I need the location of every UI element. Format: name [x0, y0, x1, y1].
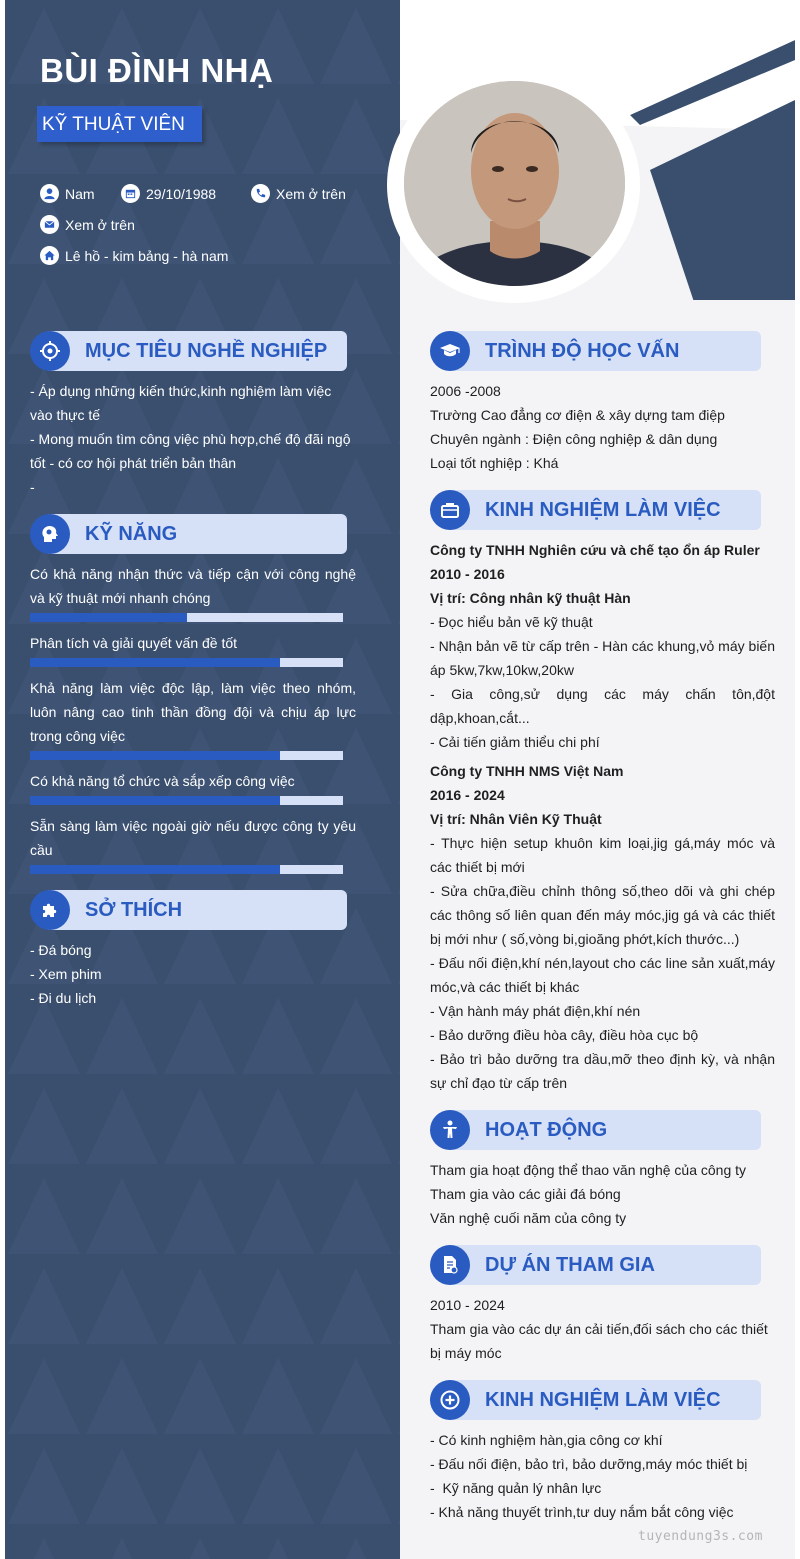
- job-duty: - Gia công,sử dụng các máy chấn tôn,đột dập,khoan,cắt...: [430, 686, 775, 726]
- calendar-icon: [121, 184, 140, 203]
- education-line: Trường Cao đẳng cơ điện & xây dựng tam điệp: [430, 407, 725, 423]
- project-line: 2010 - 2024: [430, 1297, 505, 1313]
- document-gear-icon: [430, 1245, 470, 1285]
- activity-line: Văn nghệ cuối năm của công ty: [430, 1210, 627, 1226]
- job-duty: - Vận hành máy phát điện,khí nén: [430, 1003, 641, 1019]
- projects-title: DỰ ÁN THAM GIA: [485, 1254, 655, 1276]
- hobbies-title: SỞ THÍCH: [85, 899, 183, 921]
- objective-line: - Mong muốn tìm công việc phù hợp,chế độ đãi ngộ tốt - có cơ hội phát triển bản thân: [30, 431, 351, 471]
- job-duty: - Sửa chữa,điều chỉnh thông số,theo dõi và ghi chép các thông số liên quan đến máy móc,jig gá và các thiết bị mới như ( số,vòng bi,gioăng phớt,kích thước...): [430, 883, 775, 947]
- skill-bar-fill: [30, 865, 280, 874]
- skill-bar-fill: [30, 613, 187, 622]
- hobby-item: - Đá bóng: [30, 942, 92, 958]
- puzzle-icon: [30, 890, 70, 930]
- skill-label: Có khả năng nhận thức và tiếp cận với công nghệ và kỹ thuật mới nhanh chóng: [30, 566, 356, 606]
- objective-title: MỤC TIÊU NGHỀ NGHIỆP: [85, 340, 328, 362]
- hobby-item: - Xem phim: [30, 966, 102, 982]
- hobbies-section-header: [30, 890, 347, 930]
- job-duty: - Thực hiện setup khuôn kim loại,jig gá,máy móc và các thiết bị mới: [430, 835, 775, 875]
- extra-line: - Kỹ năng quản lý nhân lực: [430, 1480, 602, 1496]
- hobby-item: - Đi du lịch: [30, 990, 97, 1006]
- job-position: Vị trí: Nhân Viên Kỹ Thuật: [430, 811, 602, 827]
- briefcase-icon: [430, 490, 470, 530]
- job-duty: - Bảo trì bảo dưỡng tra dầu,mỡ theo định kỳ, và nhận sự chỉ đạo từ cấp trên: [430, 1051, 775, 1091]
- experience-title: KINH NGHIỆM LÀM VIỆC: [485, 499, 721, 521]
- avatar: [404, 81, 625, 286]
- skill-bar-fill: [30, 658, 280, 667]
- skill-bar: [30, 796, 343, 805]
- birthday-text: 29/10/1988: [146, 185, 217, 202]
- plus-circle-icon: [430, 1380, 470, 1420]
- email-item: [40, 215, 135, 234]
- address-item: [40, 246, 228, 265]
- extra-line: - Đấu nối điện, bảo trì, bảo dưỡng,máy móc thiết bị: [430, 1456, 748, 1472]
- extra-experience-section-header: [430, 1380, 761, 1420]
- activity-line: Tham gia vào các giải đá bóng: [430, 1186, 621, 1202]
- envelope-icon: [40, 215, 59, 234]
- objective-section-header: [30, 331, 347, 371]
- phone-item: [251, 184, 346, 203]
- job-duty: - Đọc hiểu bản vẽ kỹ thuật: [430, 614, 593, 630]
- home-icon: [40, 246, 59, 265]
- job-title: KỸ THUẬT VIÊN: [42, 114, 185, 135]
- job-company: Công ty TNHH Nghiên cứu và chế tạo ổn áp Ruler: [430, 542, 760, 558]
- activities-title: HOẠT ĐỘNG: [485, 1119, 608, 1141]
- job-period: 2016 - 2024: [430, 787, 505, 803]
- skill-label: Khả năng làm việc độc lập, làm việc theo nhóm, luôn nâng cao tinh thần đồng đội và chịu áp lực trong công việc: [30, 680, 356, 744]
- job-duty: - Nhận bản vẽ từ cấp trên - Hàn các khung,vỏ máy biến áp 5kw,7kw,10kw,20kw: [430, 638, 775, 678]
- person-icon: [430, 1110, 470, 1150]
- extra-line: - Khả năng thuyết trình,tư duy nắm bắt công việc: [430, 1504, 734, 1520]
- skill-bar: [30, 613, 343, 622]
- gender-item: [40, 184, 95, 203]
- watermark: tuyendung3s.com: [638, 1529, 763, 1544]
- education-section-header: [430, 331, 761, 371]
- job-duty: - Cải tiến giảm thiểu chi phí: [430, 734, 600, 750]
- skill-bar-fill: [30, 751, 280, 760]
- phone-text: Xem ở trên: [276, 185, 346, 202]
- job-period: 2010 - 2016: [430, 566, 505, 582]
- phone-icon: [251, 184, 270, 203]
- education-title: TRÌNH ĐỘ HỌC VẤN: [485, 340, 680, 362]
- skill-label: Phân tích và giải quyết vấn đề tốt: [30, 635, 238, 651]
- education-line: Loại tốt nghiệp : Khá: [430, 455, 559, 471]
- target-icon: [30, 331, 70, 371]
- skills-title: KỸ NĂNG: [85, 523, 178, 545]
- projects-section-header: [430, 1245, 761, 1285]
- experience-section-header: [430, 490, 761, 530]
- job-duty: - Bảo dưỡng điều hòa cây, điều hòa cục bộ: [430, 1027, 699, 1043]
- skill-label: Có khả năng tổ chức và sắp xếp công việc: [30, 773, 295, 789]
- extra-experience-title: KINH NGHIỆM LÀM VIỆC: [485, 1389, 721, 1411]
- extra-line: - Có kinh nghiệm hàn,gia công cơ khí: [430, 1432, 663, 1448]
- skill-bar-fill: [30, 796, 280, 805]
- user-icon: [40, 184, 59, 203]
- candidate-name: BÙI ĐÌNH NHẠ: [40, 52, 274, 89]
- birthday-item: [121, 184, 216, 203]
- job-duty: - Đấu nối điện,khí nén,layout cho các line sản xuất,máy móc,và các thiết bị khác: [430, 955, 775, 995]
- skills-section-header: [30, 514, 347, 554]
- address-text: Lê hồ - kim bảng - hà nam: [65, 247, 229, 264]
- graduation-cap-icon: [430, 331, 470, 371]
- objective-line: -: [30, 479, 35, 495]
- gender-text: Nam: [65, 185, 95, 202]
- objective-line: - Áp dụng những kiến thức,kinh nghiệm làm việc vào thực tế: [30, 383, 332, 423]
- activity-line: Tham gia hoạt động thể thao văn nghệ của công ty: [430, 1162, 747, 1178]
- activities-section-header: [430, 1110, 761, 1150]
- head-gear-icon: [30, 514, 70, 554]
- skill-bar: [30, 751, 343, 760]
- job-position: Vị trí: Công nhân kỹ thuật Hàn: [430, 590, 631, 606]
- skill-bar: [30, 865, 343, 874]
- skill-label: Sẵn sàng làm việc ngoài giờ nếu được công ty yêu cầu: [30, 818, 356, 858]
- email-text: Xem ở trên: [65, 216, 135, 233]
- education-line: Chuyên ngành : Điện công nghiệp & dân dụng: [430, 431, 718, 447]
- skill-bar: [30, 658, 343, 667]
- project-line: Tham gia vào các dự án cải tiến,đối sách cho các thiết bị máy móc: [430, 1321, 768, 1361]
- job-company: Công ty TNHH NMS Việt Nam: [430, 763, 624, 779]
- education-line: 2006 -2008: [430, 383, 501, 399]
